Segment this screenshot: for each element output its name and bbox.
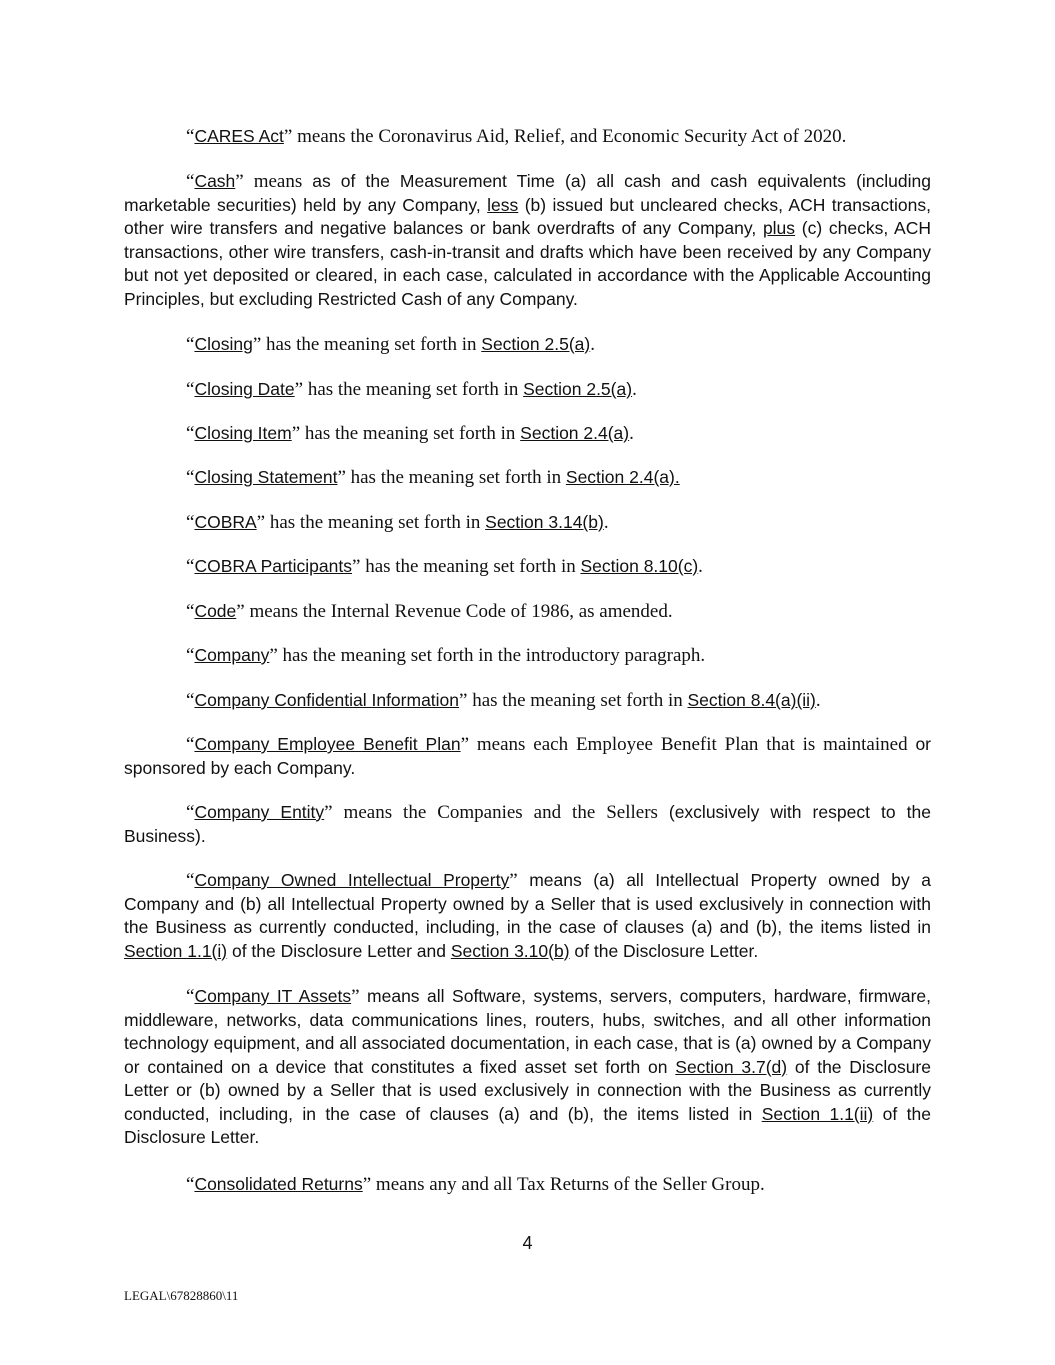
section-reference: Section 3.7(d) (675, 1056, 788, 1077)
open-quote: “ (186, 690, 195, 711)
close-quote: ” (283, 126, 293, 147)
defined-term: Closing Statement (194, 467, 338, 487)
definition-text: of the Disclosure Letter. (569, 940, 759, 961)
definition-text: (b) issued but uncleared checks, ACH transactions, other wire transfers and negative balances or bank overdrafts of any Company, (124, 194, 931, 238)
definition-text: as of the Measurement Time (a) all cash and cash equivalents (including marketable securities) held by any Company, (124, 171, 931, 215)
document-id-footer: LEGAL\67828860\11 (124, 1288, 239, 1303)
section-reference: Section 8.10(c) (580, 556, 699, 576)
close-quote: ” (256, 512, 266, 533)
open-quote: “ (186, 334, 195, 355)
definition-text: . (590, 334, 595, 355)
defined-term: Company Confidential Information (194, 690, 460, 710)
close-quote: ” (509, 870, 518, 891)
definition-closing (124, 333, 931, 357)
definition-text: has the meaning set forth in (261, 334, 482, 355)
close-quote: ” (337, 467, 346, 488)
definition-code (124, 600, 931, 624)
section-reference: less (487, 194, 519, 215)
open-quote: “ (186, 645, 195, 666)
definition-text: has the meaning set forth in (360, 556, 581, 577)
definition-text: of the Disclosure Letter and (227, 940, 451, 961)
definition-closing-item (124, 422, 931, 446)
definition-text: or sponsored by each Company. (124, 734, 932, 778)
definition-text: has the meaning set forth in the introductory paragraph. (277, 645, 706, 666)
definition-text: . (629, 423, 634, 444)
close-quote: ” (324, 802, 333, 823)
defined-term: Closing Date (194, 379, 295, 399)
definition-text: (c) checks, ACH transactions, other wire transfers, cash-in-transit and drafts which have been received by any Company but not yet deposited or cleared, in each case, calculated in accordance with the Applicable Accounting Principles, but excluding Restricted Cash of any Company. (124, 218, 931, 309)
open-quote: “ (186, 423, 195, 444)
defined-term: Company Employee Benefit Plan (194, 734, 461, 754)
definition-cash (124, 170, 931, 311)
close-quote: ” (252, 334, 262, 355)
definition-text: (exclusively with respect to the Business). (124, 802, 931, 846)
defined-term: Company Entity (194, 802, 325, 822)
definition-text: . (632, 379, 637, 400)
definition-text: of the Disclosure Letter. (124, 1103, 931, 1147)
definition-company-employee-benefit-plan (124, 733, 931, 780)
definition-text: means all Software, systems, servers, computers, hardware, firmware, middleware, networks, data communications lines, routers, hubs, switches, and all other information technology equipment, and all associated documentation, in each case, that is (a) owned by a Company or contained on a device that constitutes a fixed asset set forth on (124, 986, 931, 1077)
close-quote: ” (352, 556, 361, 577)
definition-text: means the Coronavirus Aid, Relief, and Economic Security Act of 2020. (292, 126, 847, 147)
open-quote: “ (186, 1174, 195, 1195)
defined-term: COBRA (194, 512, 257, 532)
close-quote: ” (235, 171, 244, 192)
open-quote: “ (186, 512, 195, 533)
definition-text: . (698, 556, 703, 577)
open-quote: “ (186, 556, 195, 577)
close-quote: ” (269, 645, 278, 666)
defined-term: Company (194, 645, 270, 665)
definition-company (124, 644, 931, 668)
close-quote: ” (294, 379, 304, 400)
definition-text: . (603, 512, 609, 533)
defined-term: Code (194, 601, 237, 621)
definition-text: means the Internal Revenue Code of 1986, as amended. (244, 601, 673, 622)
definition-text: has the meaning set forth in (345, 467, 566, 488)
defined-term: Closing Item (194, 423, 292, 443)
definition-text: of the Disclosure Letter or (b) owned by a Seller that is used exclusively in connection with the Business as currently conducted, including, in the case of clauses (a) and (b), the items listed in (124, 1056, 931, 1124)
close-quote: ” (460, 734, 470, 755)
definition-company-entity (124, 801, 931, 848)
close-quote: ” (459, 690, 468, 711)
definition-text: has the meaning set forth in (467, 690, 688, 711)
open-quote: “ (186, 467, 195, 488)
section-reference: Section 1.1(ii) (761, 1103, 874, 1124)
section-reference: Section 8.4(a)(ii) (687, 690, 816, 710)
definition-text: means (a) all Intellectual Property owned by a Company and (b) all Intellectual Property owned by a Seller that is used exclusively in connection with the Business as currently conducted, including, in the case of clauses (a) and (b), the items listed in (124, 870, 932, 937)
definition-company-it-assets (124, 985, 931, 1150)
definition-text: means (243, 171, 313, 192)
definition-cares-act (124, 125, 931, 149)
defined-term: COBRA Participants (194, 556, 352, 576)
defined-term: Closing (194, 334, 253, 354)
section-reference: Section 3.14(b) (485, 512, 604, 532)
definition-closing-date (124, 378, 931, 402)
open-quote: “ (186, 379, 195, 400)
section-reference: Section 1.1(i) (124, 940, 228, 961)
definition-text: has the meaning set forth in (300, 423, 521, 444)
definition-text: means any and all Tax Returns of the Seller Group. (371, 1174, 765, 1195)
defined-term: Company IT Assets (194, 986, 352, 1006)
open-quote: “ (186, 126, 195, 147)
section-reference: plus (762, 218, 796, 238)
section-reference: Section 3.10(b) (450, 940, 570, 961)
section-reference: Section 2.4(a). (565, 467, 680, 487)
definition-text: has the meaning set forth in (265, 512, 486, 533)
defined-term: CARES Act (194, 126, 284, 146)
open-quote: “ (186, 802, 195, 823)
defined-term: Company Owned Intellectual Property (194, 870, 510, 890)
definition-company-owned-intellectual-property (124, 869, 931, 963)
definition-closing-statement (124, 466, 931, 490)
definition-cobra-participants (124, 555, 931, 579)
close-quote: ” (291, 423, 301, 444)
definition-text: means the Companies and the Sellers (332, 802, 669, 823)
open-quote: “ (186, 734, 195, 755)
defined-term: Consolidated Returns (194, 1174, 363, 1194)
close-quote: ” (351, 986, 360, 1007)
page-number: 4 (522, 1233, 533, 1253)
close-quote: ” (362, 1174, 372, 1195)
section-reference: Section 2.4(a) (520, 423, 630, 443)
definition-cobra (124, 511, 931, 535)
definition-text: has the meaning set forth in (303, 379, 524, 400)
open-quote: “ (186, 870, 195, 891)
definition-text: means each Employee Benefit Plan that is maintained (469, 734, 916, 755)
section-reference: Section 2.5(a) (523, 379, 633, 399)
close-quote: ” (236, 601, 245, 622)
open-quote: “ (186, 171, 195, 192)
open-quote: “ (186, 601, 195, 622)
section-reference: Section 2.5(a) (481, 334, 591, 354)
definition-consolidated-returns (124, 1173, 931, 1197)
definition-company-confidential-information (124, 689, 931, 713)
defined-term: Cash (194, 171, 236, 191)
definition-text: . (815, 690, 821, 711)
open-quote: “ (186, 986, 195, 1007)
